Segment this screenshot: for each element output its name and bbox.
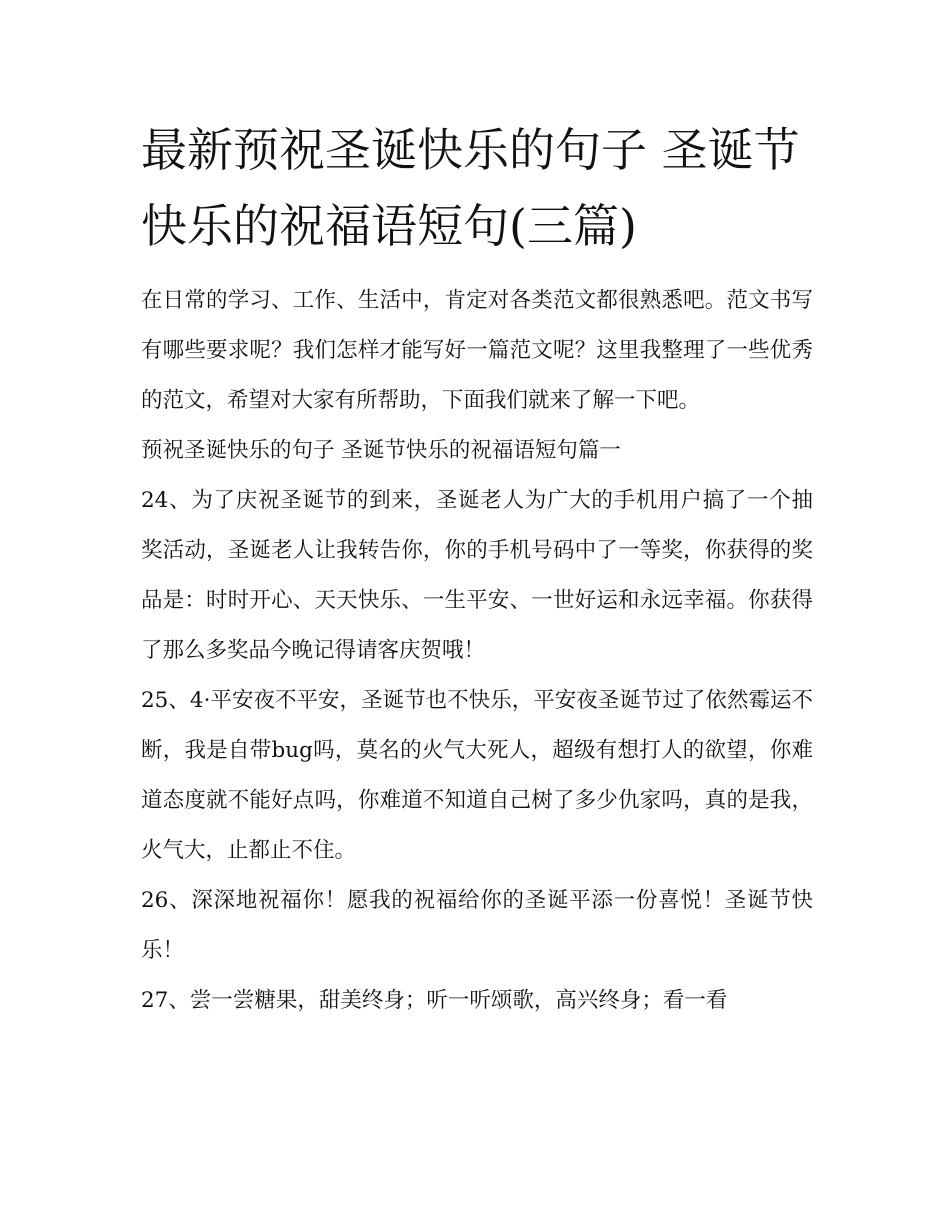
intro-paragraph: 在日常的学习、工作、生活中，肯定对各类范文都很熟悉吧。范文书写有哪些要求呢？我们怎样才能写好一篇范文呢？这里我整理了一些优秀的范文，希望对大家有所帮助，下面我们就来了解一下吧。: [141, 288, 813, 413]
section-heading: 预祝圣诞快乐的句子 圣诞节快乐的祝福语短句篇一: [141, 438, 621, 463]
list-item-24: 24、为了庆祝圣诞节的到来，圣诞老人为广大的手机用户搞了一个抽奖活动，圣诞老人让我转告你，你的手机号码中了一等奖，你获得的奖品是：时时开心、天天快乐、一生平安、一世好运和永远幸福。你获得了那么多奖品今晚记得请客庆贺哦！: [141, 488, 813, 663]
document-page: [141, 112, 813, 1026]
document-body: [141, 276, 813, 1026]
list-item-25: 25、4·平安夜不平安，圣诞节也不快乐，平安夜圣诞节过了依然霉运不断，我是自带bug吗，莫名的火气大死人，超级有想打人的欲望，你难道态度就不能好点吗，你难道不知道自己树了多少仇家吗，真的是我，火气大，止都止不住。: [141, 688, 813, 863]
list-item-27: 27、尝一尝糖果，甜美终身；听一听颂歌，高兴终身；看一看: [141, 988, 728, 1013]
document-title: 最新预祝圣诞快乐的句子 圣诞节快乐的祝福语短句(三篇): [141, 123, 800, 253]
list-item-26: 26、深深地祝福你！愿我的祝福给你的圣诞平添一份喜悦！圣诞节快乐！: [141, 888, 813, 963]
